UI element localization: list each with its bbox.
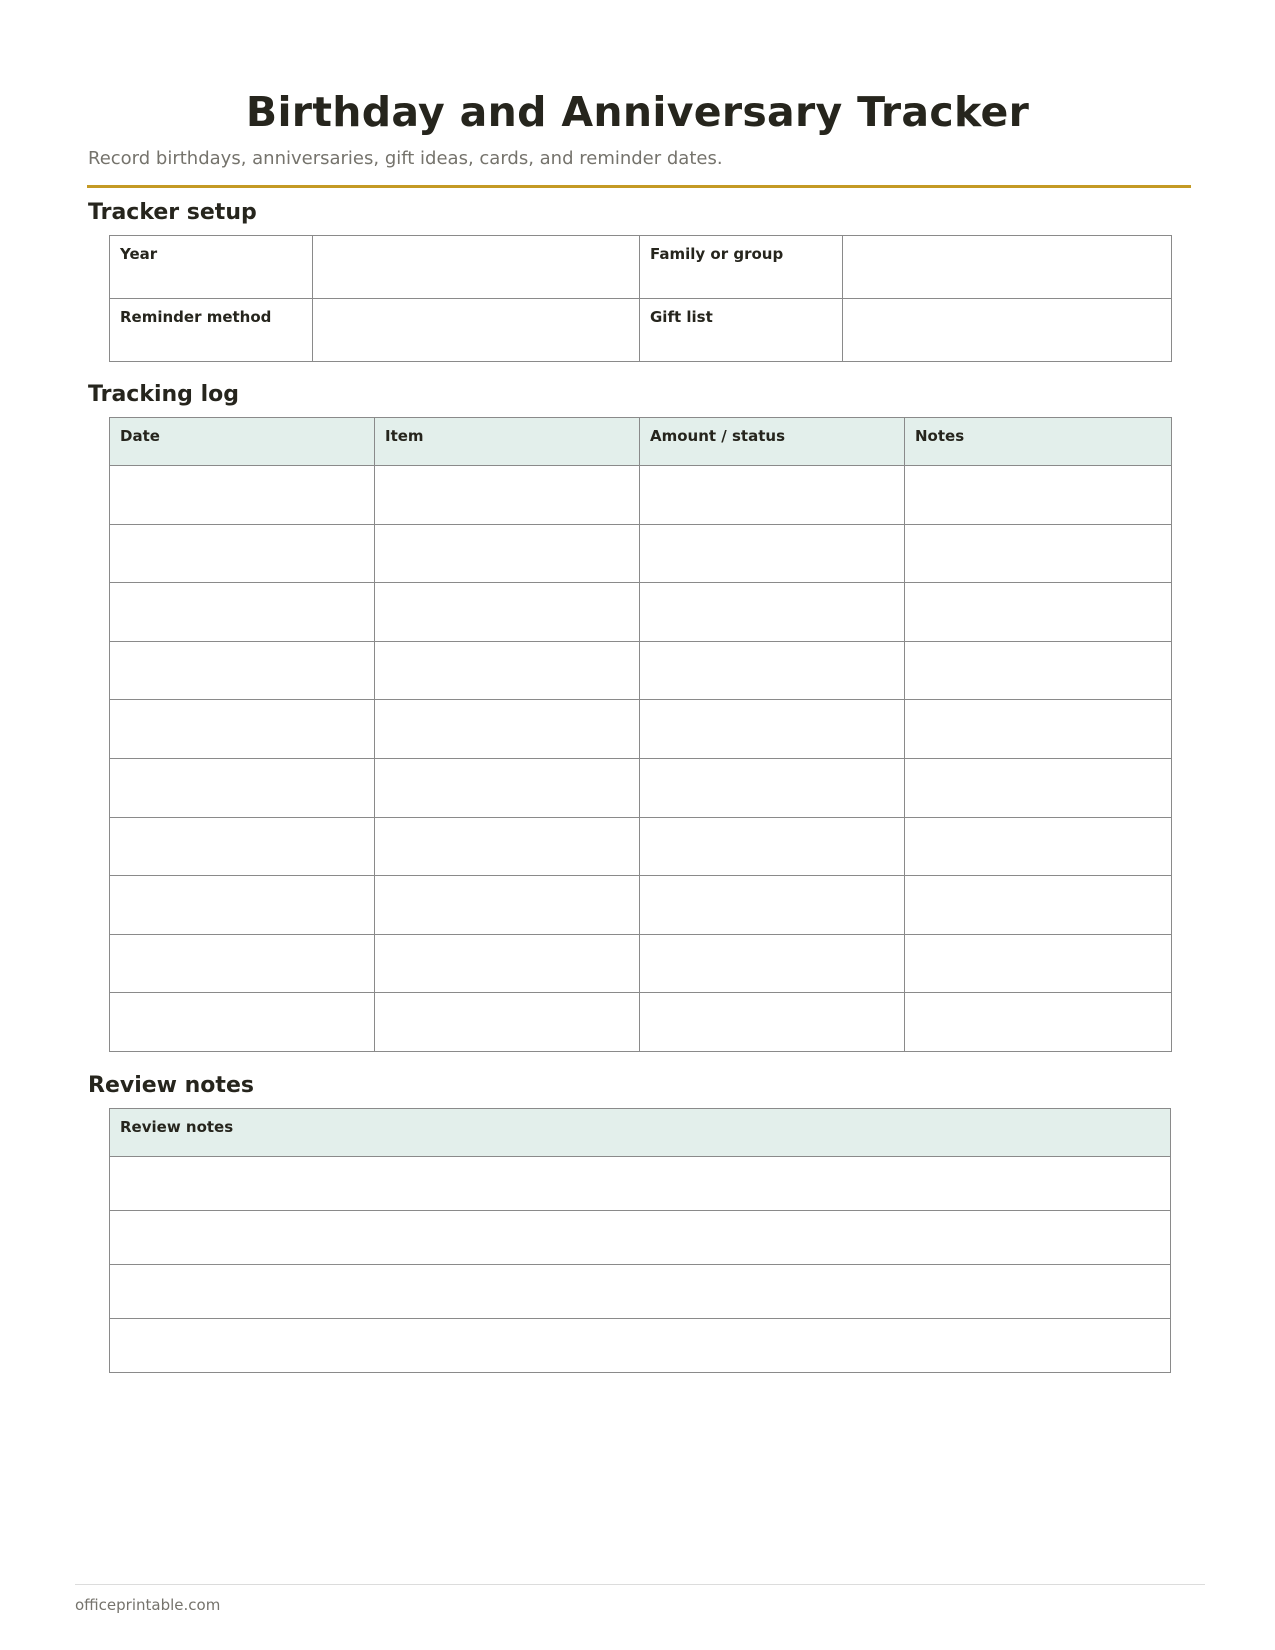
log-row xyxy=(110,934,1172,993)
setup-heading: Tracker setup xyxy=(88,200,257,225)
review-note-line[interactable] xyxy=(110,1211,1171,1265)
page-subtitle: Record birthdays, anniversaries, gift ideas, cards, and reminder dates. xyxy=(88,148,723,169)
log-cell[interactable] xyxy=(640,583,905,642)
log-column-notes: Notes xyxy=(905,418,1172,466)
review-body xyxy=(110,1157,1171,1373)
setup-label-reminder-method: Reminder method xyxy=(110,299,313,362)
log-row xyxy=(110,466,1172,525)
review-row xyxy=(110,1319,1171,1373)
log-cell[interactable] xyxy=(640,466,905,525)
review-note-line[interactable] xyxy=(110,1157,1171,1211)
log-cell[interactable] xyxy=(375,641,640,700)
log-cell[interactable] xyxy=(640,934,905,993)
log-cell[interactable] xyxy=(640,700,905,759)
log-cell[interactable] xyxy=(375,700,640,759)
log-cell[interactable] xyxy=(375,758,640,817)
footer-divider xyxy=(75,1584,1205,1585)
log-cell[interactable] xyxy=(375,993,640,1052)
review-heading: Review notes xyxy=(88,1073,254,1098)
log-cell[interactable] xyxy=(640,876,905,935)
review-note-line[interactable] xyxy=(110,1265,1171,1319)
log-row xyxy=(110,758,1172,817)
setup-label-family-or-group: Family or group xyxy=(640,236,843,299)
log-row xyxy=(110,993,1172,1052)
title-divider xyxy=(87,185,1191,188)
log-cell[interactable] xyxy=(905,993,1172,1052)
log-cell[interactable] xyxy=(110,758,375,817)
log-table xyxy=(109,417,1172,1052)
setup-value-reminder-method[interactable] xyxy=(313,299,640,362)
log-cell[interactable] xyxy=(905,524,1172,583)
log-cell[interactable] xyxy=(110,524,375,583)
log-row xyxy=(110,817,1172,876)
log-column-amount-status: Amount / status xyxy=(640,418,905,466)
review-row xyxy=(110,1157,1171,1211)
log-row xyxy=(110,700,1172,759)
review-row xyxy=(110,1211,1171,1265)
log-cell[interactable] xyxy=(905,700,1172,759)
log-cell[interactable] xyxy=(905,466,1172,525)
log-cell[interactable] xyxy=(110,466,375,525)
log-body xyxy=(110,466,1172,1052)
log-cell[interactable] xyxy=(110,993,375,1052)
log-cell[interactable] xyxy=(905,758,1172,817)
log-cell[interactable] xyxy=(905,817,1172,876)
log-cell[interactable] xyxy=(375,934,640,993)
log-cell[interactable] xyxy=(110,641,375,700)
log-cell[interactable] xyxy=(640,641,905,700)
log-cell[interactable] xyxy=(375,524,640,583)
log-heading: Tracking log xyxy=(88,382,239,407)
setup-value-year[interactable] xyxy=(313,236,640,299)
log-column-date: Date xyxy=(110,418,375,466)
setup-label-gift-list: Gift list xyxy=(640,299,843,362)
log-cell[interactable] xyxy=(640,817,905,876)
log-row xyxy=(110,876,1172,935)
log-cell[interactable] xyxy=(110,817,375,876)
log-cell[interactable] xyxy=(110,934,375,993)
log-cell[interactable] xyxy=(110,700,375,759)
log-cell[interactable] xyxy=(110,876,375,935)
log-cell[interactable] xyxy=(905,583,1172,642)
log-column-item: Item xyxy=(375,418,640,466)
log-cell[interactable] xyxy=(640,758,905,817)
page-title: Birthday and Anniversary Tracker xyxy=(245,88,1030,136)
setup-table xyxy=(109,235,1172,362)
review-column-header: Review notes xyxy=(110,1109,1171,1157)
log-cell[interactable] xyxy=(640,993,905,1052)
log-cell[interactable] xyxy=(375,876,640,935)
log-row xyxy=(110,641,1172,700)
log-row xyxy=(110,583,1172,642)
log-cell[interactable] xyxy=(110,583,375,642)
setup-value-family-or-group[interactable] xyxy=(843,236,1172,299)
log-cell[interactable] xyxy=(375,817,640,876)
review-table xyxy=(109,1108,1171,1373)
review-note-line[interactable] xyxy=(110,1319,1171,1373)
setup-label-year: Year xyxy=(110,236,313,299)
setup-value-gift-list[interactable] xyxy=(843,299,1172,362)
footer-site: officeprintable.com xyxy=(75,1596,221,1614)
log-cell[interactable] xyxy=(640,524,905,583)
log-cell[interactable] xyxy=(905,934,1172,993)
log-row xyxy=(110,524,1172,583)
review-row xyxy=(110,1265,1171,1319)
log-cell[interactable] xyxy=(375,466,640,525)
log-cell[interactable] xyxy=(905,876,1172,935)
log-cell[interactable] xyxy=(905,641,1172,700)
log-cell[interactable] xyxy=(375,583,640,642)
